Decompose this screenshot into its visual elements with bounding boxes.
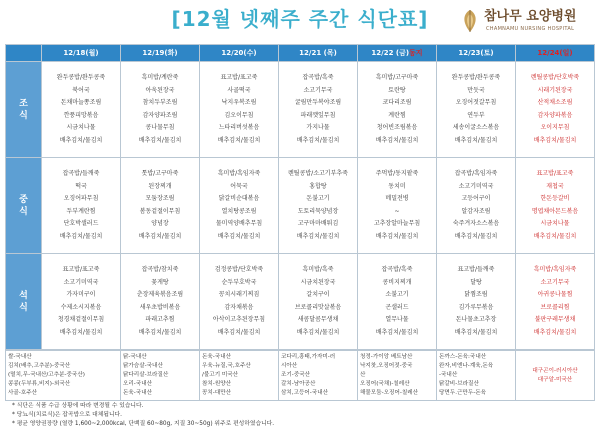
menu-item: 잡곡밥/흑죽 [302,74,334,81]
menu-cell [516,158,595,254]
menu-item: 된장찌개 [148,182,172,190]
menu-item: 닭찜조림 [464,291,488,298]
menu-item: 고구마마배튀김 [297,220,339,227]
menu-item: 배추김치/물김치 [217,136,261,144]
menu-item: 흑미밥/흑임자죽 [217,170,261,177]
holiday-tag: 동지 [409,49,423,57]
menu-item: 잡곡밥/들깨죽 [62,170,100,177]
menu-item: 고추장알마늘무침 [373,220,421,227]
menu-item: 갈치구이 [306,291,330,298]
menu-item: 톳밥/고구마죽 [141,170,179,177]
menu-item: 굴림만두복야조림 [294,99,342,106]
menu-item: 재첩국 [546,182,564,190]
menu-item: 배추김치/물김치 [59,328,103,336]
menu-item: 완두콩밥/완두콩죽 [451,74,501,81]
menu-item: 메밀전병 [385,195,409,202]
menu-cell [437,254,516,350]
menu-item: 시래기된장국 [537,86,573,94]
menu-item: 돈불고기 [306,195,330,202]
menu-item: 알감자조림 [461,207,491,215]
menu-item: 아귀콩나물찜 [537,291,573,298]
menu-cell [516,62,595,158]
date-header-2 [200,45,279,62]
menu-item: 돈채마늘쫑조림 [60,99,102,106]
origin-line: 쌀-국내산 [8,354,32,360]
menu-item: 표고밥/표고죽 [536,170,574,177]
menu-item: 청경채겉절이무침 [57,316,105,323]
origin-cell [516,351,595,401]
menu-item: 파래고추찜 [145,316,175,323]
origin-line: 돈까스-돈육:국내산 [439,354,487,360]
menu-item: 김오이무침 [224,111,254,119]
origin-line: 김치(배추,고추분)-중국산 [8,363,71,369]
menu-item: 배추김치/물김치 [533,328,577,336]
menu-item: 명엽채아몬드볶음 [531,207,579,215]
origin-cell [279,351,358,401]
origin-line: 당면두.근만두-돈육 [439,390,487,396]
menu-cell [437,158,516,254]
menu-item: 고등어구이 [461,195,491,202]
origin-line: 대구알-미국산 [537,376,573,383]
footnote-1: * 식단은 식품 수급 상황에 따라 변경될 수 있습니다. [12,403,144,409]
menu-cell [516,254,595,350]
menu-item: 코다리조림 [382,99,412,106]
origin-line: 해물모둠-오징어-칠레산 [360,390,419,396]
menu-item: 불판구레무생채 [534,316,576,323]
menu-item: 소고기무국 [303,86,333,94]
origin-line: 참치-원양산 [202,381,232,387]
menu-item: 연두부 [467,111,485,119]
origin-line: (멸치,무-국내산/고추분-중국산) [8,372,85,378]
origin-line: 시아산 [281,363,298,369]
menu-item: 배추김치/물김치 [454,232,498,240]
menu-item: 흑미밥/계란죽 [141,74,179,81]
menu-item: 열치탕콩조림 [221,207,257,215]
menu-item: 동치미 [388,182,406,190]
menu-item: 잡곡밥/참치죽 [141,266,179,273]
origin-line: 돈육-국내산 [123,390,153,396]
menu-item: 한돈등갈비 [540,195,570,202]
origin-line: 꽁치-대만산 [202,390,232,396]
origin-line: 조기-중국산 [281,372,311,378]
menu-item: 브로콜리찜 [540,303,570,311]
menu-item: 봄동겉절이무침 [139,207,181,215]
menu-cell [200,254,279,350]
meal-row [6,158,595,254]
menu-item: 청어빈조림볶음 [376,124,418,131]
footnotes [12,402,592,429]
menu-item: 배추김치/물김치 [138,136,182,144]
menu-item: 아욱된장국 [145,86,175,94]
title-bar [0,0,600,40]
origin-line: -국내산 [439,372,458,378]
menu-cell [279,158,358,254]
origin-line: 삼치,고등어-국내산 [281,390,329,396]
menu-item: 어묵국 [230,182,248,190]
menu-item: 표고밥/표고죽 [220,74,258,81]
menu-item: 시금치나물 [66,124,96,131]
menu-item: 잡곡밥/흑죽 [381,266,413,273]
date-header-4 [358,45,437,62]
menu-item: 배추김치/물김치 [296,232,340,240]
date-label: 12/18(월) [63,49,99,57]
menu-cell [437,62,516,158]
menu-cell [42,254,121,350]
menu-item: 꽁치시래기찌짐 [218,291,260,298]
menu-item: 소고기미역국 [458,182,494,190]
date-label: 12/22 (금) [371,49,410,57]
menu-cell [121,254,200,350]
menu-item: 완두콩밥/완두콩죽 [56,74,106,81]
menu-item: 참치두부조림 [142,99,178,106]
origin-line: 청정-가이앙 베트남산 [360,354,413,360]
date-label: 12/21 (목) [299,49,337,57]
menu-cell [42,158,121,254]
origin-line: 갈치-남아공산 [281,381,316,387]
meal-label: 중 식 [6,158,42,254]
menu-item: 순두부호박국 [221,278,257,286]
origin-line: 돈육-국내산 [202,354,232,360]
menu-item: 표고밥/들깨죽 [457,266,495,273]
menu-item: 배추김치/물김치 [59,232,103,240]
meal-row [6,62,595,158]
menu-item: 낙지우복조림 [221,99,257,106]
acorn-leaf-icon [458,8,482,34]
menu-item: 감자채볶음 [224,303,254,311]
menu-item: 시금치된장국 [300,278,336,286]
origin-line: 닭가슴살-국내산 [123,363,163,369]
menu-cell [358,158,437,254]
origin-line: 오리-국내산 [123,381,153,387]
menu-cell [42,62,121,158]
date-label: 12/19(화) [142,49,178,57]
origin-line: 낙지찻,오징어젓-중국 [360,363,413,369]
origin-line: 닭갈비-브라질산 [439,381,479,387]
menu-cell [121,158,200,254]
menu-item: 오이지무침 [540,124,570,131]
menu-item: 새콤달콤무생채 [297,316,339,323]
menu-item: 흑미밥/고구마죽 [375,74,419,81]
menu-item: 사골떡국 [227,86,251,94]
date-header-0 [42,45,121,62]
origin-line: 코다리,흥태,가자미-러 [281,354,336,360]
menu-item: 배추김치/물김치 [59,136,103,144]
menu-item: 양념장 [151,220,169,227]
origin-cell [121,351,200,401]
menu-cell [200,158,279,254]
menu-item: 표고밥/표고죽 [62,266,100,273]
menu-cell [358,62,437,158]
menu-item: 렌틸콩밥/소고기부추죽 [288,170,348,177]
corner-cell [6,45,42,62]
footnote-3: * 평균 영양권장량 (열량 1,600~2,000kcal, 단백질 60~80g, 지질 30~50g) 위주로 편성하였습니다. [12,421,275,427]
origin-line: 닭-국내산 [123,354,147,360]
hospital-name: 참나무 요양병원 [484,9,577,24]
menu-item: 오징어파무침 [63,195,99,202]
menu-item: 산적채소조림 [537,99,573,106]
menu-item: 배추김치/물김치 [454,136,498,144]
menu-cell [279,62,358,158]
origin-line: /불고기 미국산 [202,372,239,378]
origin-row [6,351,595,401]
menu-item: 배추김치/물김치 [296,136,340,144]
meal-label: 조 식 [6,62,42,158]
origin-line: 산 [360,372,366,378]
menu-item: 배추김치/물김치 [375,328,419,336]
menu-item: 감자양파볶음 [537,111,573,119]
menu-item: 닭갈비순대볶음 [218,195,260,202]
menu-item: 떡국 [75,182,87,190]
menu-item: 배추김치/물김치 [296,328,340,336]
menu-item: 깐풍피망볶음 [63,111,99,119]
origin-line: 완자,비엔나-계육,돈육 [439,363,494,369]
menu-item: 가지나물 [306,124,330,131]
menu-item: 시금치나물 [540,220,570,227]
menu-item: 소고기미역국 [63,278,99,286]
menu-item: 흑미밥/흑죽 [302,266,334,273]
menu-item: 물미역양배추무침 [215,220,263,227]
menu-item: 콩비지찌개 [382,278,412,286]
menu-item: 느타리버섯볶음 [218,124,260,131]
menu-item: 세송이굴소스볶음 [452,124,500,131]
menu-item: 수제소시지볶음 [60,303,102,311]
menu-item: 북어국 [72,86,90,94]
origin-table [5,350,595,401]
hospital-logo [458,8,596,38]
menu-item: 주먹밥/동지팥죽 [375,170,419,177]
menu-item: 곤샐러드 [385,303,409,311]
menu-cell [279,254,358,350]
menu-item: 잡곡밥/흑임자죽 [454,170,498,177]
menu-item: 두부계란찜 [66,207,96,215]
menu-item: 배추김치/물김치 [375,232,419,240]
menu-item: 파래깻잎무침 [300,111,336,119]
footnote-2: * 당뇨식(치료식)은 잡곡밥으로 대체됩니다. [12,412,122,418]
date-header-3 [279,45,358,62]
menu-item: 꽃게탕 [151,278,169,286]
menu-item: 숙주겨자소스볶음 [452,220,500,227]
origin-line: 사골-호주산 [8,390,38,396]
origin-cell [6,351,121,401]
menu-item: 소고기무국 [540,278,570,286]
menu-item: 아삭이고추된장무침 [212,316,266,323]
menu-item: 단호박샐러드 [63,220,99,227]
menu-item: 토란탕 [388,86,406,94]
menu-item: 렌틸콩밥/단호박죽 [530,74,580,81]
date-header-row [6,45,595,62]
menu-item: 도토리묵양념장 [297,207,339,215]
menu-item: 계란찜 [388,111,406,119]
menu-item: 콩나물무침 [145,124,175,131]
date-header-6 [516,45,595,62]
menu-item: 오징어젓갈무침 [455,99,497,106]
meal-label: 석 식 [6,254,42,350]
hospital-subtitle: CHAMNAMU NURSING HOSPITAL [486,26,575,32]
menu-item: 흑미밥/흑임자죽 [533,266,577,273]
menu-item: 달탕 [470,278,482,286]
date-header-5 [437,45,516,62]
date-label: 12/23(토) [458,49,494,57]
weekly-menu-table [5,44,595,350]
menu-cell [200,62,279,158]
origin-line: 오징어(국채)-칠레산 [360,381,410,387]
date-label: 12/24(일) [537,49,573,57]
origin-line: 닭다리살-브라질산 [123,372,169,378]
menu-item: 검정콩밥/단호박죽 [214,266,264,273]
page-title: [12월 넷째주 주간 식단표] [171,7,429,31]
menu-item: 새우초밥비볶음 [139,303,181,311]
menu-cell [121,62,200,158]
menu-item: 배추김치/물김치 [217,328,261,336]
menu-item: 브로콜리맛살볶음 [294,303,342,311]
menu-item: 홍합탕 [309,182,327,190]
menu-item: 만둣국 [467,86,485,94]
menu-item: ~ [394,207,400,215]
menu-item: 춘장제육볶음조림 [136,291,184,298]
menu-item: 배추김치/물김치 [375,136,419,144]
origin-line: 콩콩(두부류,비지)-외국산 [8,381,71,387]
menu-item: 감자양파조림 [142,111,178,119]
date-header-1 [121,45,200,62]
menu-item: 배추김치/물김치 [533,232,577,240]
menu-item: 열무나물 [385,316,409,323]
origin-line: 대구곤이-러시아산 [532,367,578,374]
menu-item: 배추김치/물김치 [533,136,577,144]
menu-item: 소불고기 [385,291,409,298]
menu-item: 모둠장조림 [145,195,175,202]
meal-row [6,254,595,350]
menu-item: 돈나물초고추장 [455,316,497,323]
origin-cell [200,351,279,401]
menu-item: 김가루무볶음 [458,303,494,311]
menu-item: 배추김치/물김치 [138,232,182,240]
origin-cell [358,351,437,401]
origin-line: 우육-뉴질,국,호주산 [202,363,251,369]
menu-item: 가자미구이 [66,291,96,298]
menu-cell [358,254,437,350]
menu-item: 배추김치/물김치 [217,232,261,240]
origin-cell [437,351,516,401]
menu-item: 배추김치/물김치 [138,328,182,336]
date-label: 12/20(수) [221,49,257,57]
menu-item: 배추김치/물김치 [454,328,498,336]
